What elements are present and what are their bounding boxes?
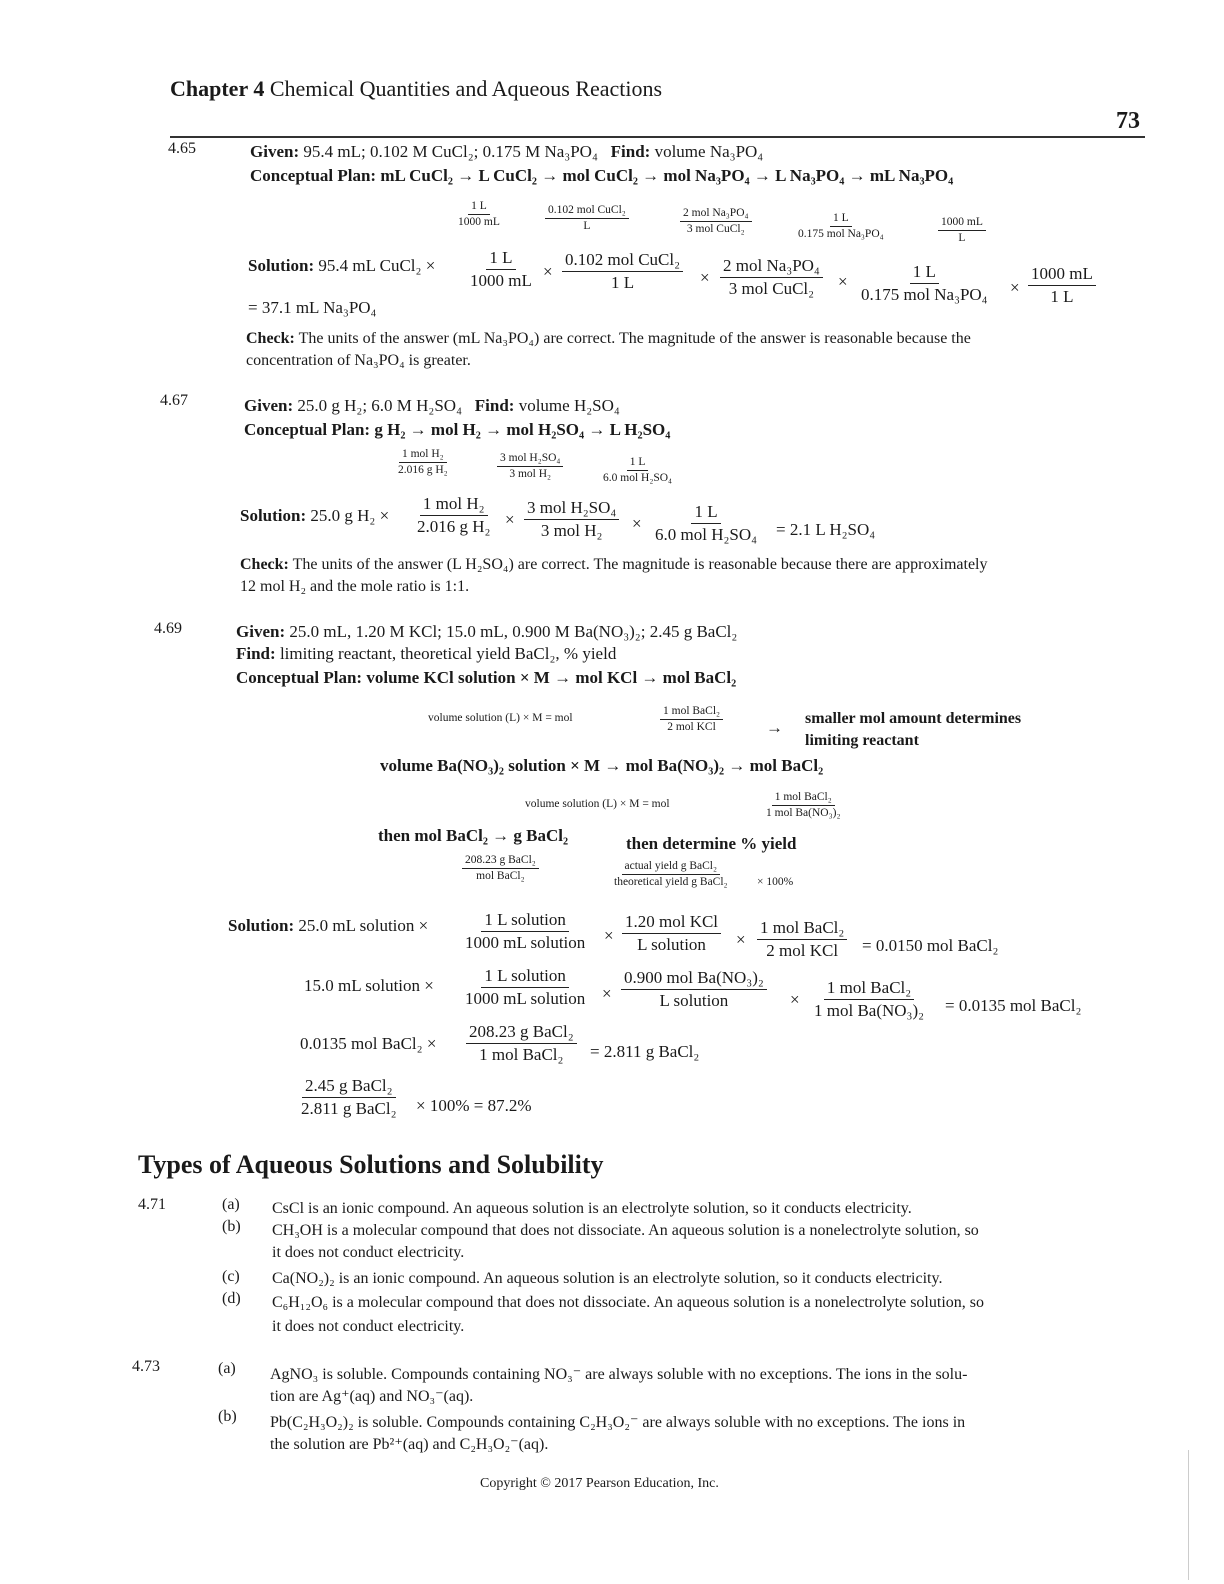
- plan3-fraction: 208.23 g BaCl₂ mol BaCl₂: [462, 854, 539, 883]
- check-text: The units of the answer (mL Na₃PO₄) are correct. The magnitude of the answer is reasonable because the: [298, 330, 971, 347]
- plan3-times: × 100%: [757, 876, 794, 888]
- result-469-2: = 0.0135 mol BaCl₂: [945, 996, 1082, 1015]
- chapter-header: [170, 76, 662, 102]
- item-text: Pb(C₂H₃O₂)₂ is soluble. Compounds containing C₂H₃O₂⁻ are always soluble with no exceptions. The ions in: [270, 1414, 966, 1431]
- plan2-fraction: 1 mol BaCl₂ 1 mol Ba(NO₃)₂: [766, 791, 841, 820]
- item-label: (d): [222, 1290, 241, 1307]
- item-text: CH₃OH is a molecular compound that does not dissociate. An aqueous solution is a nonelectrolyte solution, so: [272, 1222, 979, 1239]
- solution-label: Solution:: [240, 506, 307, 525]
- check-465-line2: concentration of Na₃PO₄ is greater.: [246, 352, 471, 369]
- check-467-line2: 12 mol H₂ and the mole ratio is 1:1.: [240, 578, 470, 595]
- solution-fraction: 1 mol BaCl₂ 1 mol Ba(NO₃)₂: [814, 978, 925, 1020]
- plan-text: volume KCl solution × M → mol KCl → mol BaCl₂: [366, 668, 737, 687]
- times-sign: ×: [790, 990, 800, 1009]
- result-467: = 2.1 L H₂SO₄: [776, 520, 876, 539]
- solution-fraction: 2 mol Na₃PO₄ 3 mol CuCl₂: [720, 256, 823, 298]
- plan3-yield-fraction: actual yield g BaCl₂ theoretical yield g BaCl₂: [614, 860, 728, 889]
- arrow-icon: →: [766, 718, 783, 737]
- times-sign: ×: [736, 930, 746, 949]
- check-467-line1: [240, 556, 987, 574]
- item-text-cont: tion are Ag⁺(aq) and NO₃⁻(aq).: [270, 1388, 474, 1405]
- solution-fraction: 0.102 mol CuCl₂ 1 L: [562, 250, 683, 292]
- given-465: [250, 142, 763, 162]
- given-label: Given:: [236, 622, 286, 641]
- solution-fraction: 1 mol H₂ 2.016 g H₂: [417, 494, 491, 536]
- item-text: C₆H₁₂O₆ is a molecular compound that does not dissociate. An aqueous solution is a nonelectrolyte solution, so: [272, 1294, 984, 1311]
- problem-number-471: 4.71: [138, 1196, 166, 1213]
- plan-465: [250, 166, 953, 186]
- check-465-line1: [246, 330, 971, 348]
- solution-fraction: 1.20 mol KCl L solution: [622, 912, 721, 954]
- plan1-fraction: 1 mol BaCl₂ 2 mol KCl: [660, 705, 723, 734]
- solution-469-start: [228, 916, 428, 936]
- solution-fraction: 0.900 mol Ba(NO₃)₂ L solution: [621, 968, 767, 1010]
- solution-fraction: 2.45 g BaCl₂ 2.811 g BaCl₂: [301, 1076, 397, 1118]
- find-text: volume Na₃PO₄: [654, 142, 764, 161]
- problem-number-469: 4.69: [154, 620, 182, 637]
- solution-fraction: 1 L 0.175 mol Na₃PO₄: [861, 262, 988, 304]
- item-text-cont: the solution are Pb²⁺(aq) and C₂H₃O₂⁻(aq).: [270, 1436, 549, 1453]
- given-label: Given:: [244, 396, 294, 415]
- times-sign: ×: [1010, 278, 1020, 297]
- given-text: 25.0 g H₂; 6.0 M H₂SO₄: [297, 396, 463, 415]
- solution-start: 25.0 mL solution ×: [298, 916, 429, 935]
- copyright: Copyright © 2017 Pearson Education, Inc.: [480, 1476, 719, 1491]
- conv-fraction: 1 mol H₂ 2.016 g H₂: [398, 448, 448, 477]
- find-label: Find:: [610, 142, 651, 161]
- given-text: 95.4 mL; 0.102 M CuCl₂; 0.175 M Na₃PO₄: [303, 142, 598, 161]
- find-469: [236, 644, 616, 664]
- result-469-1: = 0.0150 mol BaCl₂: [862, 936, 999, 955]
- item-label: (a): [222, 1196, 240, 1213]
- item-text-cont: it does not conduct electricity.: [272, 1244, 465, 1261]
- solution-fraction: 1 L solution 1000 mL solution: [465, 966, 586, 1008]
- solution-fraction: $\frac{1 L}{1000 mL}$: [470, 248, 532, 290]
- given-467: [244, 396, 620, 416]
- item-text: Ca(NO₂)₂ is an ionic compound. An aqueous solution is an electrolyte solution, so it conducts electricity.: [272, 1270, 943, 1287]
- plan-467: [244, 420, 670, 440]
- solution-467-start: [240, 506, 389, 526]
- solution-start: 25.0 g H₂ ×: [310, 506, 390, 525]
- item-text-cont: it does not conduct electricity.: [272, 1318, 465, 1335]
- solution-469-line3-start: 0.0135 mol BaCl₂ ×: [300, 1034, 437, 1053]
- chapter-title: Chemical Quantities and Aqueous Reactions: [269, 76, 663, 101]
- item-label: (b): [222, 1218, 241, 1235]
- item-label: (c): [222, 1268, 240, 1285]
- find-label: Find:: [474, 396, 515, 415]
- item-label: (a): [218, 1360, 236, 1377]
- plan-469-line3b: then determine % yield: [626, 834, 797, 853]
- check-label: Check:: [240, 556, 289, 573]
- conv-fraction: 0.102 mol CuCl₂ L: [545, 204, 629, 233]
- solution-fraction: 1 L solution 1000 mL solution: [465, 910, 586, 952]
- find-label: Find:: [236, 644, 276, 663]
- item-text: CsCl is an ionic compound. An aqueous solution is an electrolyte solution, so it conducts electricity.: [272, 1200, 912, 1217]
- chapter-label: Chapter 4: [170, 76, 265, 101]
- times-sign: ×: [838, 272, 848, 291]
- given-label: Given:: [250, 142, 300, 161]
- conv-fraction: $\frac{1 L}{1000 mL}$: [458, 200, 500, 229]
- times-sign: ×: [700, 268, 710, 287]
- plan-text: g H₂ → mol H₂ → mol H₂SO₄ → L H₂SO₄: [374, 420, 671, 439]
- result-469-4: × 100% = 87.2%: [416, 1096, 532, 1115]
- find-text: volume H₂SO₄: [518, 396, 620, 415]
- times-sign: ×: [604, 926, 614, 945]
- conv-fraction: 1 L 6.0 mol H₂SO₄: [603, 456, 673, 485]
- check-label: Check:: [246, 330, 295, 347]
- item-text: AgNO₃ is soluble. Compounds containing NO₃⁻ are always soluble with no exceptions. The ions in the solu-: [270, 1366, 968, 1383]
- solution-label: Solution:: [248, 256, 315, 275]
- result-469-3: = 2.811 g BaCl₂: [590, 1042, 700, 1061]
- plan2-equation: volume solution (L) × M = mol: [525, 798, 670, 810]
- times-sign: ×: [505, 510, 515, 529]
- plan-469-line3a: then mol BaCl₂ → g BaCl₂: [378, 826, 569, 845]
- plan-469-line2: volume Ba(NO₃)₂ solution × M → mol Ba(NO₃)₂ → mol BaCl₂: [380, 756, 824, 775]
- times-sign: ×: [602, 984, 612, 1003]
- conv-fraction: $\frac{1000 mL}{L}$: [938, 216, 986, 245]
- item-label: (b): [218, 1408, 237, 1425]
- header-rule: [170, 136, 1145, 138]
- conv-fraction: 1 L 0.175 mol Na₃PO₄: [798, 212, 884, 241]
- conv-fraction: 3 mol H₂SO₄ 3 mol H₂: [497, 452, 563, 481]
- given-469: [236, 622, 737, 642]
- plan1-note-1: smaller mol amount determines: [805, 710, 1022, 727]
- plan-label: Conceptual Plan:: [236, 668, 363, 687]
- page-number: 73: [1116, 108, 1140, 134]
- plan-label: Conceptual Plan:: [244, 420, 371, 439]
- result-465: = 37.1 mL Na₃PO₄: [248, 298, 377, 317]
- given-text: 25.0 mL, 1.20 M KCl; 15.0 mL, 0.900 M Ba(NO₃)₂; 2.45 g BaCl₂: [289, 622, 738, 641]
- solution-469-line2-start: 15.0 mL solution ×: [304, 976, 434, 995]
- plan-469-line1: [236, 668, 736, 688]
- solution-fraction: 1 L 6.0 mol H₂SO₄: [655, 502, 758, 544]
- scan-edge-line: [1188, 1450, 1189, 1580]
- problem-number-465: 4.65: [168, 140, 196, 157]
- solution-fraction: $\frac{1000 mL}{1 L}$: [1028, 264, 1096, 306]
- solution-fraction: 3 mol H₂SO₄ 3 mol H₂: [524, 498, 619, 540]
- plan-label: Conceptual Plan:: [250, 166, 377, 185]
- plan-text: mL CuCl₂ → L CuCl₂ → mol CuCl₂ → mol Na₃PO₄ → L Na₃PO₄ → mL Na₃PO₄: [380, 166, 954, 185]
- times-sign: ×: [632, 514, 642, 533]
- find-text: limiting reactant, theoretical yield BaCl₂, % yield: [279, 644, 617, 663]
- check-text: The units of the answer (L H₂SO₄) are correct. The magnitude is reasonable because there are approximately: [292, 556, 988, 573]
- plan1-note-2: limiting reactant: [805, 732, 919, 749]
- times-sign: ×: [543, 262, 553, 281]
- solution-465-start: [248, 256, 435, 276]
- solution-fraction: 208.23 g BaCl₂ 1 mol BaCl₂: [466, 1022, 577, 1064]
- section-title: Types of Aqueous Solutions and Solubility: [138, 1150, 604, 1179]
- solution-start: 95.4 mL CuCl₂ ×: [318, 256, 436, 275]
- solution-label: Solution:: [228, 916, 295, 935]
- problem-number-467: 4.67: [160, 392, 188, 409]
- conv-fraction: 2 mol Na₃PO₄ 3 mol CuCl₂: [680, 207, 752, 236]
- problem-number-473: 4.73: [132, 1358, 160, 1375]
- plan1-equation: volume solution (L) × M = mol: [428, 712, 573, 724]
- solution-fraction: 1 mol BaCl₂ 2 mol KCl: [757, 918, 847, 960]
